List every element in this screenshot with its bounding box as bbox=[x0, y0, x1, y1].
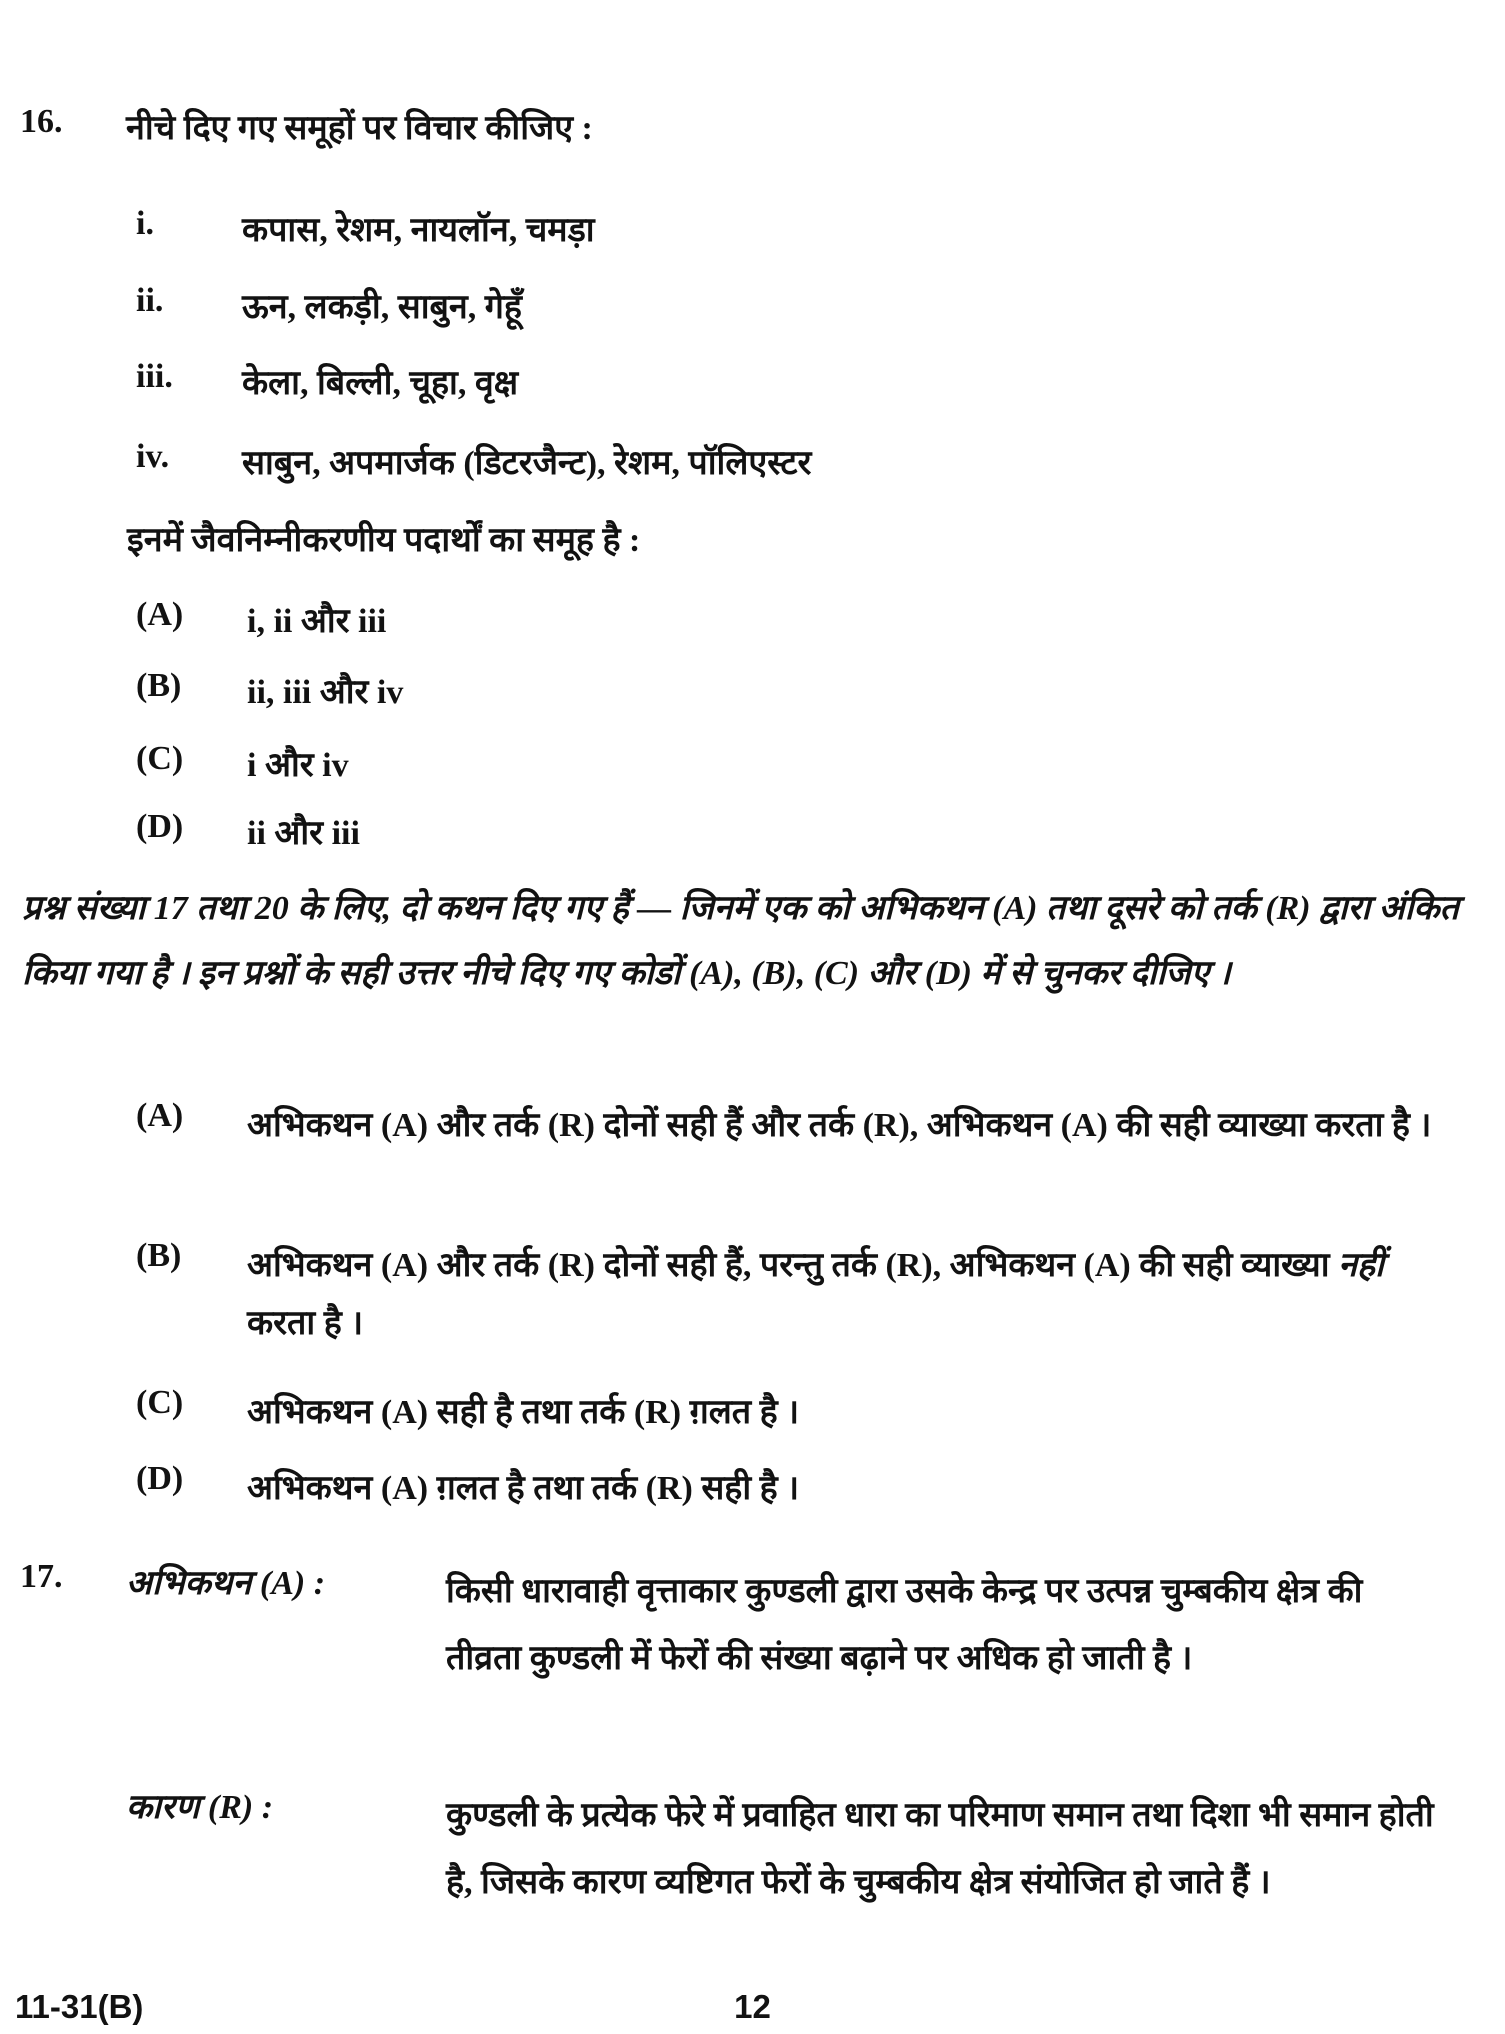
paper-code: 11-31(B) bbox=[15, 1988, 144, 2025]
ar-option-b-text bbox=[247, 1237, 1432, 1353]
q16-group-i-marker: i. bbox=[136, 205, 154, 242]
q16-group-ii bbox=[136, 282, 522, 328]
question-16 bbox=[20, 103, 593, 149]
q16-group-i-text: कपास, रेशम, नायलॉन, चमड़ा bbox=[242, 212, 595, 249]
q16-option-d-label: (D) bbox=[136, 808, 184, 845]
ar-option-c-text-pre: अभिकथन (A) सही है तथा तर्क (R) ग़लत है । bbox=[247, 1394, 800, 1431]
q17-assertion-label: अभिकथन (A) : bbox=[126, 1565, 326, 1602]
ar-option-b-text-post: करता है । bbox=[247, 1305, 364, 1342]
q17-reason-text: कुण्डली के प्रत्येक फेरे में प्रवाहित धारा का परिमाण समान तथा दिशा भी समान होती है, जिसके कारण व्यष्टिगत फेरों के चुम्बकीय क्षेत्र संयोजित हो जाते हैं । bbox=[446, 1797, 1434, 1901]
ar-option-b-text-emph: नहीं bbox=[1338, 1247, 1384, 1284]
q16-option-a-label: (A) bbox=[136, 596, 184, 633]
ar-option-a-label: (A) bbox=[136, 1097, 184, 1134]
page-number: 12 bbox=[734, 1988, 771, 2025]
q16-option-a-text: i, ii और iii bbox=[247, 603, 387, 640]
q16-option-c bbox=[136, 740, 349, 786]
ar-option-a-text-pre: अभिकथन (A) और तर्क (R) दोनों सही हैं और तर्क (R), अभिकथन (A) की सही व्याख्या करता है । bbox=[247, 1107, 1432, 1144]
q16-group-iii-text: केला, बिल्ली, चूहा, वृक्ष bbox=[242, 365, 519, 402]
q16-option-d bbox=[136, 808, 360, 854]
q16-group-i bbox=[136, 205, 595, 251]
ar-option-c-label: (C) bbox=[136, 1384, 184, 1421]
ar-option-a-text bbox=[247, 1097, 1432, 1155]
ar-option-d-text bbox=[247, 1460, 1432, 1518]
q16-group-iv-text: साबुन, अपमार्जक (डिटरजैन्ट), रेशम, पॉलिएस्टर bbox=[242, 445, 812, 482]
question-16-number: 16. bbox=[20, 103, 63, 140]
q16-sub-stem: इनमें जैवनिम्नीकरणीय पदार्थों का समूह है : bbox=[127, 522, 641, 559]
question-17 bbox=[20, 1558, 1438, 1692]
question-16-stem: नीचे दिए गए समूहों पर विचार कीजिए : bbox=[126, 110, 593, 147]
q16-option-b-label: (B) bbox=[136, 667, 182, 704]
q16-option-b-text: ii, iii और iv bbox=[247, 674, 404, 711]
q16-group-iv-marker: iv. bbox=[136, 438, 170, 475]
q16-option-d-text: ii और iii bbox=[247, 815, 360, 852]
q16-option-b bbox=[136, 667, 403, 713]
q16-group-iii-marker: iii. bbox=[136, 358, 173, 395]
q16-group-iii bbox=[136, 358, 518, 404]
ar-option-c bbox=[136, 1384, 1432, 1442]
ar-option-d bbox=[136, 1460, 1432, 1518]
ar-option-d-text-pre: अभिकथन (A) ग़लत है तथा तर्क (R) सही है । bbox=[247, 1470, 800, 1507]
q16-option-c-label: (C) bbox=[136, 740, 184, 777]
q16-option-a bbox=[136, 596, 386, 642]
q16-group-ii-text: ऊन, लकड़ी, साबुन, गेहूँ bbox=[242, 289, 522, 326]
q16-group-ii-marker: ii. bbox=[136, 282, 164, 319]
ar-option-b-text-pre: अभिकथन (A) और तर्क (R) दोनों सही हैं, परन्तु तर्क (R), अभिकथन (A) की सही व्याख्या bbox=[247, 1247, 1339, 1284]
ar-option-c-text bbox=[247, 1384, 1432, 1442]
q17-reason bbox=[126, 1782, 1438, 1916]
ar-option-b bbox=[136, 1237, 1432, 1353]
question-17-number: 17. bbox=[20, 1558, 63, 1595]
q17-assertion-text: किसी धारावाही वृत्ताकार कुण्डली द्वारा उसके केन्द्र पर उत्पन्न चुम्बकीय क्षेत्र की तीव्रता कुण्डली में फेरों की संख्या बढ़ाने पर अधिक हो जाती है । bbox=[446, 1573, 1363, 1677]
ar-option-d-label: (D) bbox=[136, 1460, 184, 1497]
q17-reason-label: कारण (R) : bbox=[126, 1789, 274, 1826]
q16-option-c-text: i और iv bbox=[247, 747, 349, 784]
ar-option-a bbox=[136, 1097, 1432, 1155]
ar-option-b-label: (B) bbox=[136, 1237, 182, 1274]
assertion-reason-instruction: प्रश्न संख्या 17 तथा 20 के लिए, दो कथन दिए गए हैं — जिनमें एक को अभिकथन (A) तथा दूसरे को तर्क (R) द्वारा अंकित किया गया है । इन प्रश्नों के सही उत्तर नीचे दिए गए कोडों (A), (B), (C) और (D) में से चुनकर दीजिए । bbox=[22, 890, 1459, 992]
q16-group-iv bbox=[136, 438, 811, 484]
